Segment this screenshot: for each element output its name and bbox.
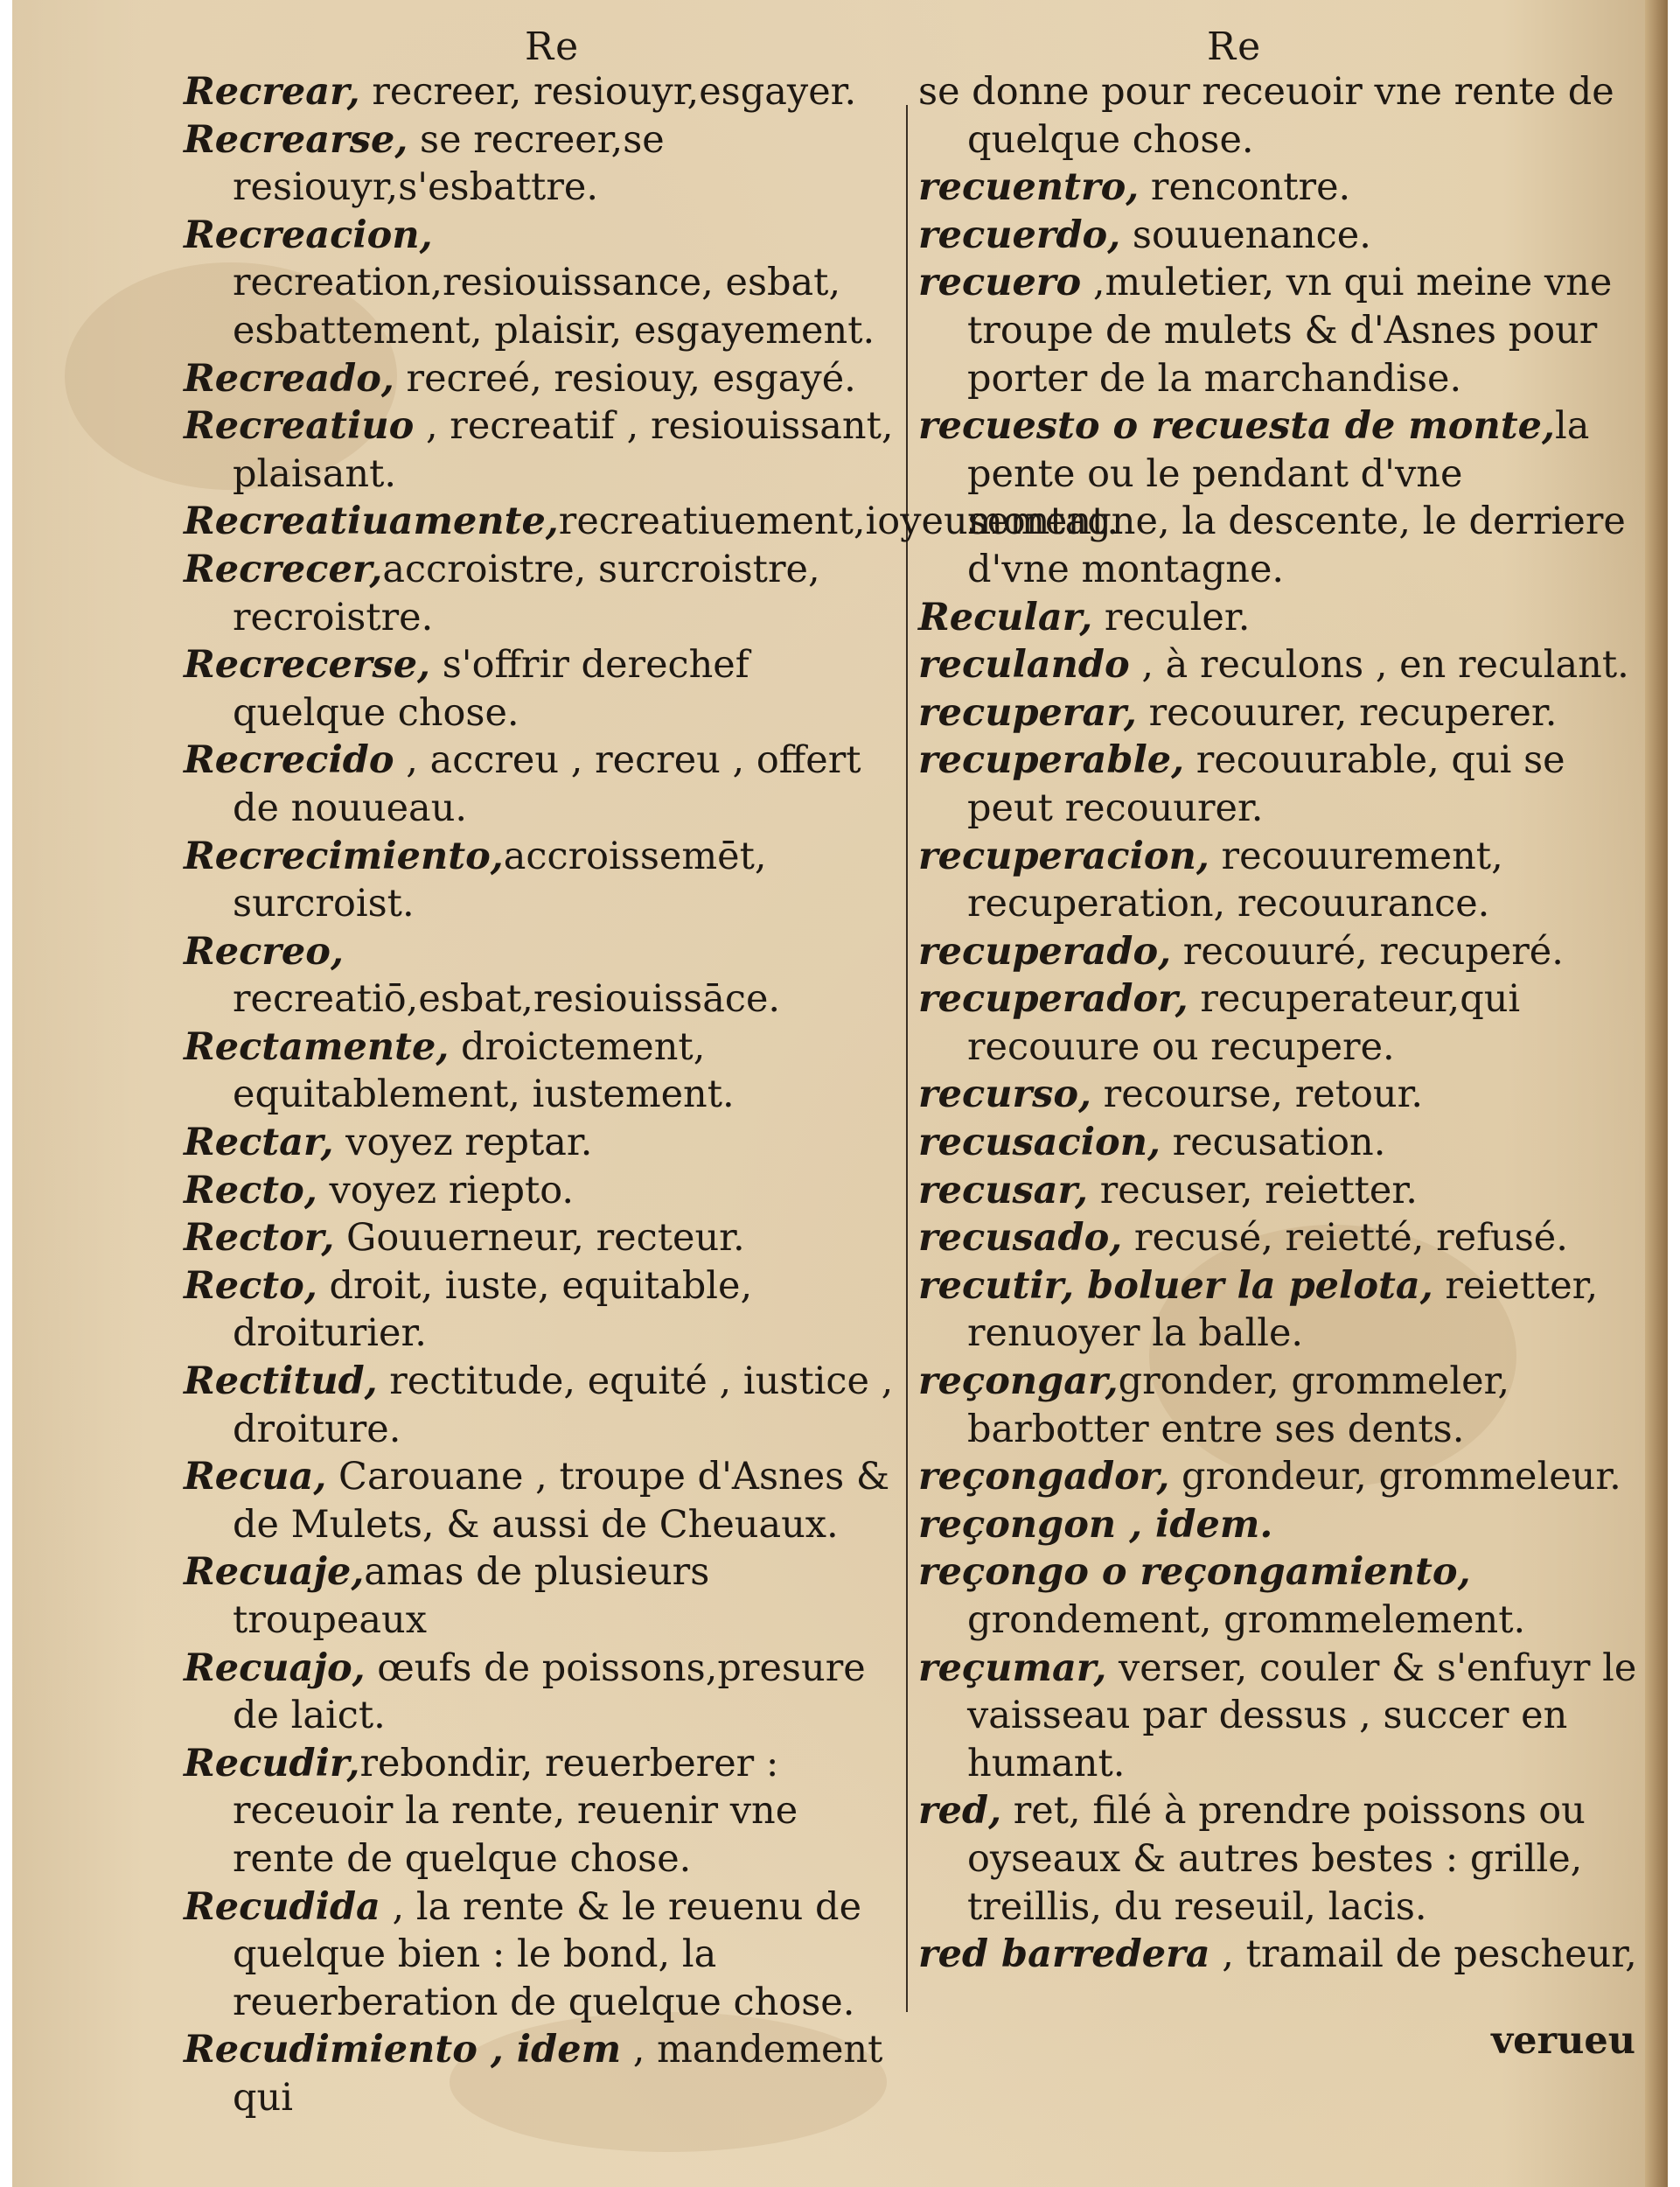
running-head-right: Re — [1207, 24, 1263, 69]
dictionary-entry — [184, 1119, 901, 1167]
right-entries — [918, 68, 1653, 1979]
entry-headword: reçongon , idem. — [918, 1502, 1273, 1547]
entry-definition: recouurement, recuperation, recouurance. — [967, 834, 1503, 926]
entry-headword: Recua, — [184, 1455, 327, 1499]
entry-headword: recuentro, — [918, 165, 1140, 210]
entry-headword: recurso, — [918, 1073, 1091, 1117]
entry-headword: reculando — [918, 643, 1130, 688]
entry-headword: recuero — [918, 261, 1082, 305]
entry-headword: Rectitud, — [184, 1359, 378, 1404]
entry-headword: Recudida — [184, 1884, 380, 1929]
entry-definition: rebondir, reuerberer : receuoir la rente, reuenir vne rente de quelque chose. — [233, 1741, 798, 1881]
entry-headword: Recrearse, — [184, 117, 408, 162]
entry-definition: recourse, retour. — [1091, 1073, 1424, 1117]
entry-definition: ,muletier, vn qui meine vne troupe de mulets & d'Asnes pour porter de la marchandise. — [967, 261, 1613, 401]
dictionary-entry — [918, 594, 1653, 642]
entry-definition: amas de plusieurs troupeaux — [233, 1550, 710, 1642]
entry-headword: Rectamente, — [184, 1024, 450, 1069]
entry-headword: recuperado, — [918, 929, 1172, 974]
dictionary-entry — [184, 498, 1119, 546]
entry-definition: recouuré, recuperé. — [1171, 929, 1564, 974]
dictionary-entry — [918, 737, 1653, 832]
dictionary-entry — [918, 1453, 1653, 1501]
dictionary-entry — [184, 833, 901, 928]
entry-headword: recusado, — [918, 1216, 1123, 1261]
entry-definition: accroissemēt, surcroist. — [233, 834, 767, 926]
entry-definition: se donne pour receuoir vne rente de quelque chose. — [918, 70, 1614, 162]
entry-definition: recreatiuement,ioyeusement. — [558, 500, 1119, 544]
right-column — [918, 0, 1653, 2187]
dictionary-entry — [184, 1883, 901, 2027]
entry-headword: reçongo o reçongamiento, — [918, 1550, 1471, 1595]
dictionary-entry — [918, 212, 1653, 260]
dictionary-entry — [918, 928, 1653, 976]
dictionary-entry — [918, 689, 1653, 737]
entry-definition: voyez riepto. — [317, 1168, 575, 1212]
entry-headword: Recular, — [918, 595, 1093, 639]
entry-definition: reculer. — [1092, 595, 1251, 639]
entry-definition: œufs de poissons,presure de laict. — [233, 1645, 866, 1738]
entry-definition: droit, iuste, equitable, droiturier. — [233, 1263, 753, 1356]
dictionary-entry — [918, 1501, 1653, 1549]
dictionary-entry — [184, 1358, 901, 1453]
entry-headword: Rectar, — [184, 1121, 334, 1165]
entry-definition: , recreatif , resiouissant, plaisant. — [233, 404, 894, 496]
entry-headword: recutir, boluer la pelota, — [918, 1263, 1433, 1308]
dictionary-entry — [918, 68, 1653, 164]
entry-definition: recuser, reietter. — [1088, 1168, 1418, 1212]
dictionary-entry — [918, 1071, 1653, 1119]
dictionary-entry — [184, 68, 901, 116]
entry-headword: Recrear, — [184, 70, 360, 114]
dictionary-entry — [184, 641, 901, 737]
entry-headword: Recreo, — [184, 929, 344, 974]
entry-definition: s'offrir derechef quelque chose. — [233, 643, 749, 735]
entry-definition: grondement, grommelement. — [967, 1598, 1526, 1642]
entry-definition: rencontre. — [1139, 165, 1351, 210]
catchword: verueu — [1491, 2019, 1635, 2063]
book-page — [12, 0, 1668, 2187]
entry-definition: gronder, grommeler, barbotter entre ses dents. — [967, 1359, 1510, 1451]
entry-definition: Carouane , troupe d'Asnes & de Mulets, & aussi de Cheuaux. — [233, 1455, 890, 1547]
entry-definition: voyez reptar. — [333, 1121, 593, 1165]
dictionary-entry — [184, 212, 901, 355]
dictionary-entry — [918, 1262, 1653, 1358]
dictionary-entry — [184, 1740, 901, 1883]
entry-headword: Recreacion, — [184, 213, 433, 257]
dictionary-entry — [918, 1119, 1653, 1167]
entry-definition: , accreu , recreu , offert de nouueau. — [233, 738, 861, 830]
entry-definition: reietter, renuoyer la balle. — [967, 1263, 1599, 1356]
entry-headword: recusacion, — [918, 1121, 1161, 1165]
dictionary-entry — [184, 1167, 901, 1215]
running-head-left: Re — [525, 24, 581, 69]
entry-definition: recusé, reietté, refusé. — [1122, 1216, 1568, 1261]
entry-definition: ret, filé à prendre poissons ou oyseaux & autres bestes : grille, treillis, du reseuil, lacis. — [967, 1789, 1586, 1929]
dictionary-entry — [918, 402, 1653, 593]
dictionary-entry — [184, 1645, 901, 1740]
entry-headword: Recrecimiento, — [184, 834, 504, 878]
entry-definition: rectitude, equité , iustice , droiture. — [233, 1359, 894, 1451]
entry-headword: recuesto o recuesta de monte, — [918, 404, 1555, 449]
entry-headword: recuperador, — [918, 977, 1189, 1022]
entry-definition: recouurer, recuperer. — [1136, 690, 1558, 735]
entry-headword: recuperar, — [918, 690, 1137, 735]
entry-headword: red barredera — [918, 1932, 1210, 1977]
entry-definition: recouurable, qui se peut recouurer. — [967, 738, 1565, 830]
entry-headword: Recto, — [184, 1168, 317, 1212]
dictionary-entry — [184, 2026, 901, 2121]
dictionary-entry — [918, 1548, 1653, 1644]
entry-headword: Recrecido — [184, 738, 394, 783]
entry-headword: Recuajo, — [184, 1645, 366, 1690]
entry-definition: recreé, resiouy, esgayé. — [394, 356, 856, 401]
entry-definition: Gouuerneur, recteur. — [334, 1216, 745, 1261]
dictionary-entry — [184, 1453, 901, 1548]
entry-headword: recuerdo, — [918, 213, 1121, 257]
dictionary-entry — [184, 402, 901, 498]
dictionary-entry — [918, 1358, 1653, 1453]
dictionary-entry — [184, 928, 901, 1024]
dictionary-entry — [918, 1214, 1653, 1262]
dictionary-entry — [184, 1262, 901, 1358]
entry-headword: Recreatiuamente, — [184, 500, 559, 544]
entry-headword: Recuaje, — [184, 1550, 365, 1595]
dictionary-entry — [918, 975, 1653, 1071]
entry-headword: red, — [918, 1789, 1002, 1834]
entry-definition: recreer, resiouyr,esgayer. — [359, 70, 857, 114]
entry-definition: , à reculons , en reculant. — [1129, 643, 1629, 688]
entry-definition: souuenance. — [1120, 213, 1371, 257]
dictionary-entry — [184, 546, 901, 641]
entry-definition: recreation,resiouissance, esbat, esbattement, plaisir, esgayement. — [233, 261, 875, 353]
dictionary-entry — [918, 1931, 1653, 1979]
dictionary-entry — [184, 737, 901, 832]
entry-definition: , la rente & le reuenu de quelque bien : le bond, la reuerberation de quelque chose. — [233, 1884, 862, 2024]
dictionary-entry — [184, 1548, 901, 1644]
dictionary-entry — [918, 833, 1653, 928]
entry-definition: droictement, equitablement, iustement. — [233, 1024, 735, 1117]
entry-headword: recusar, — [918, 1168, 1089, 1212]
dictionary-entry — [918, 1645, 1653, 1788]
entry-headword: Recudir, — [184, 1741, 360, 1785]
entry-headword: Recudimiento , idem — [184, 2028, 622, 2072]
dictionary-entry — [184, 1214, 901, 1262]
entry-definition: recusation. — [1160, 1121, 1386, 1165]
entry-headword: Rector, — [184, 1216, 335, 1261]
entry-definition: recuperateur,qui recouure ou recupere. — [967, 977, 1521, 1069]
column-divider — [906, 105, 908, 2012]
entry-headword: recuperacion, — [918, 834, 1209, 878]
entry-definition: grondeur, grommeleur. — [1169, 1455, 1621, 1499]
entry-headword: Recrecerse, — [184, 643, 431, 688]
dictionary-entry — [918, 259, 1653, 402]
dictionary-entry — [918, 1787, 1653, 1931]
entry-definition: recreatiō,esbat,resiouissāce. — [233, 977, 781, 1022]
entry-headword: reçumar, — [918, 1645, 1107, 1690]
entry-headword: Recrecer, — [184, 547, 383, 591]
dictionary-entry — [184, 1024, 901, 1119]
dictionary-entry — [184, 355, 901, 403]
entry-definition: se recreer,se resiouyr,s'esbattre. — [233, 117, 665, 210]
entry-headword: recuperable, — [918, 738, 1185, 783]
dictionary-entry — [184, 116, 901, 212]
dictionary-entry — [918, 164, 1653, 212]
entry-headword: reçongador, — [918, 1455, 1170, 1499]
entry-definition: verser, couler & s'enfuyr le vaisseau par dessus , succer en humant. — [967, 1645, 1637, 1785]
entry-headword: Recto, — [184, 1263, 317, 1308]
entry-definition: accroistre, surcroistre, recroistre. — [233, 547, 820, 639]
dictionary-entry — [918, 641, 1653, 689]
entry-definition: la pente ou le pendant d'vne montagne, la descente, le derriere d'vne montagne. — [967, 404, 1626, 591]
entry-definition: , mandement qui — [233, 2028, 883, 2120]
entry-headword: Recreado, — [184, 356, 394, 401]
entry-headword: reçongar, — [918, 1359, 1119, 1404]
entry-headword: Recreatiuo — [184, 404, 415, 449]
dictionary-entry — [918, 1167, 1653, 1215]
entry-definition: , tramail de pescheur, — [1209, 1932, 1637, 1977]
